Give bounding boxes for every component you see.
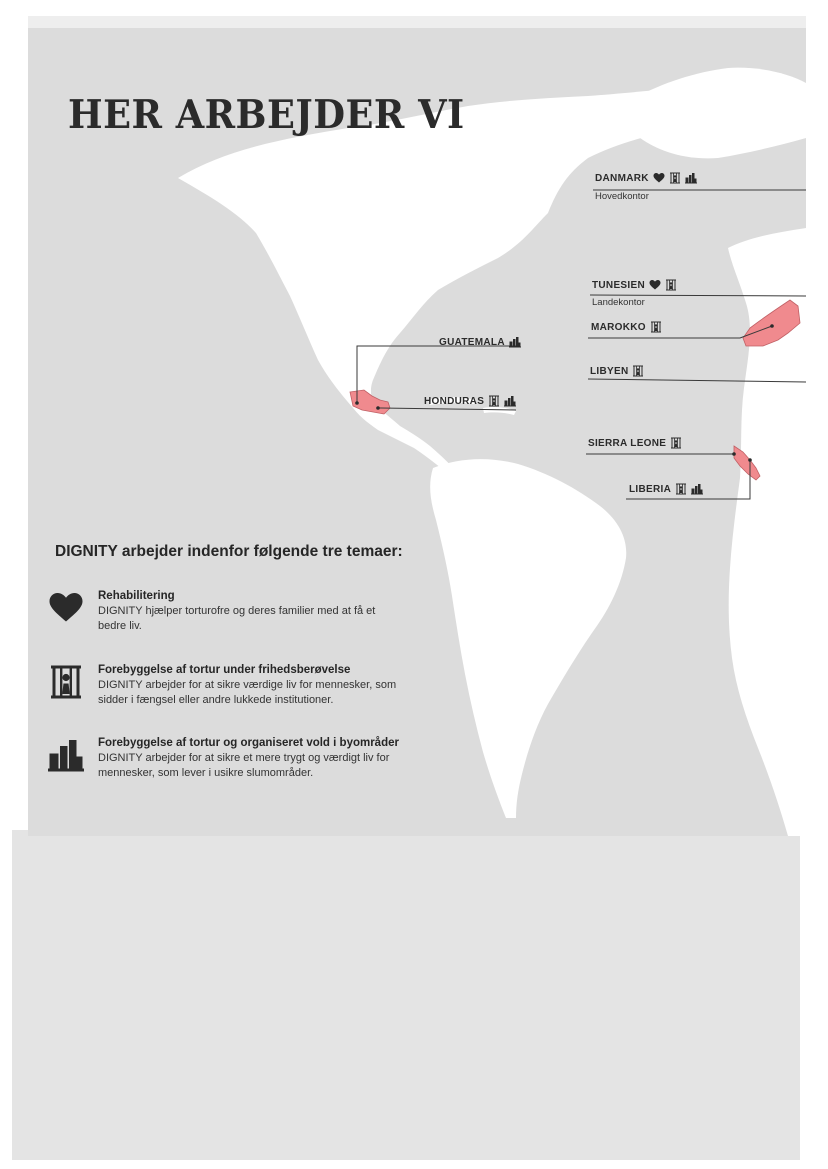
location-name: LIBERIA [629, 483, 672, 495]
theme-frihedsberovelse [48, 664, 428, 708]
theme-title: Rehabilitering [98, 590, 175, 602]
location-label-sierra-leone [588, 437, 682, 449]
heart-icon [653, 172, 665, 184]
location-label-tunesien [592, 279, 677, 291]
location-name: TUNESIEN [592, 279, 645, 291]
city-icon [509, 336, 521, 348]
prison-icon [48, 664, 84, 700]
city-icon [685, 172, 697, 184]
theme-text: DIGNITY hjælper torturofre og deres familier med at få et bedre liv. [98, 605, 376, 632]
south-america-land [430, 459, 626, 818]
theme-text: DIGNITY arbejder for at sikre et mere trygt og værdigt liv for mennesker, som lever i usikre slumområder. [98, 752, 390, 779]
location-name: MAROKKO [591, 321, 646, 333]
city-icon [48, 737, 84, 773]
location-name: DANMARK [595, 172, 649, 184]
location-name: LIBYEN [590, 365, 629, 377]
theme-title: Forebyggelse af tortur under frihedsberøvelse [98, 664, 351, 676]
prison-icon [669, 172, 681, 184]
heart-icon [649, 279, 661, 291]
prison-icon [665, 279, 677, 291]
prison-icon [488, 395, 500, 407]
location-label-libyen [590, 365, 644, 377]
city-icon [691, 483, 703, 495]
location-label-honduras [424, 395, 516, 407]
world-map [28, 28, 806, 836]
location-label-guatemala [439, 336, 521, 348]
themes-heading: DIGNITY arbejder indenfor følgende tre temaer: [55, 543, 403, 560]
location-name: GUATEMALA [439, 336, 505, 348]
blank-scan-area [12, 830, 800, 1160]
prison-icon [650, 321, 662, 333]
location-sub-danmark: Hovedkontor [595, 191, 649, 202]
location-sub-tunesien: Landekontor [592, 297, 645, 308]
map-panel [28, 28, 806, 836]
prison-icon [632, 365, 644, 377]
prison-icon [675, 483, 687, 495]
theme-text: DIGNITY arbejder for at sikre værdige liv for mennesker, som sidder i fængsel eller andre lukkede institutioner. [98, 679, 397, 706]
theme-byomrader [48, 737, 428, 781]
heart-icon [48, 590, 84, 626]
greenland-land [618, 68, 806, 159]
location-label-liberia [629, 483, 703, 495]
city-icon [504, 395, 516, 407]
prison-icon [670, 437, 682, 449]
map-title: HER ARBEJDER VI [68, 92, 465, 138]
location-name: HONDURAS [424, 395, 485, 407]
location-label-marokko [591, 321, 662, 333]
theme-rehabilitering [48, 590, 428, 634]
location-name: SIERRA LEONE [588, 437, 667, 449]
scan-top-strip [28, 16, 806, 28]
theme-title: Forebyggelse af tortur og organiseret vold i byområder [98, 737, 399, 749]
location-label-danmark [595, 172, 697, 184]
